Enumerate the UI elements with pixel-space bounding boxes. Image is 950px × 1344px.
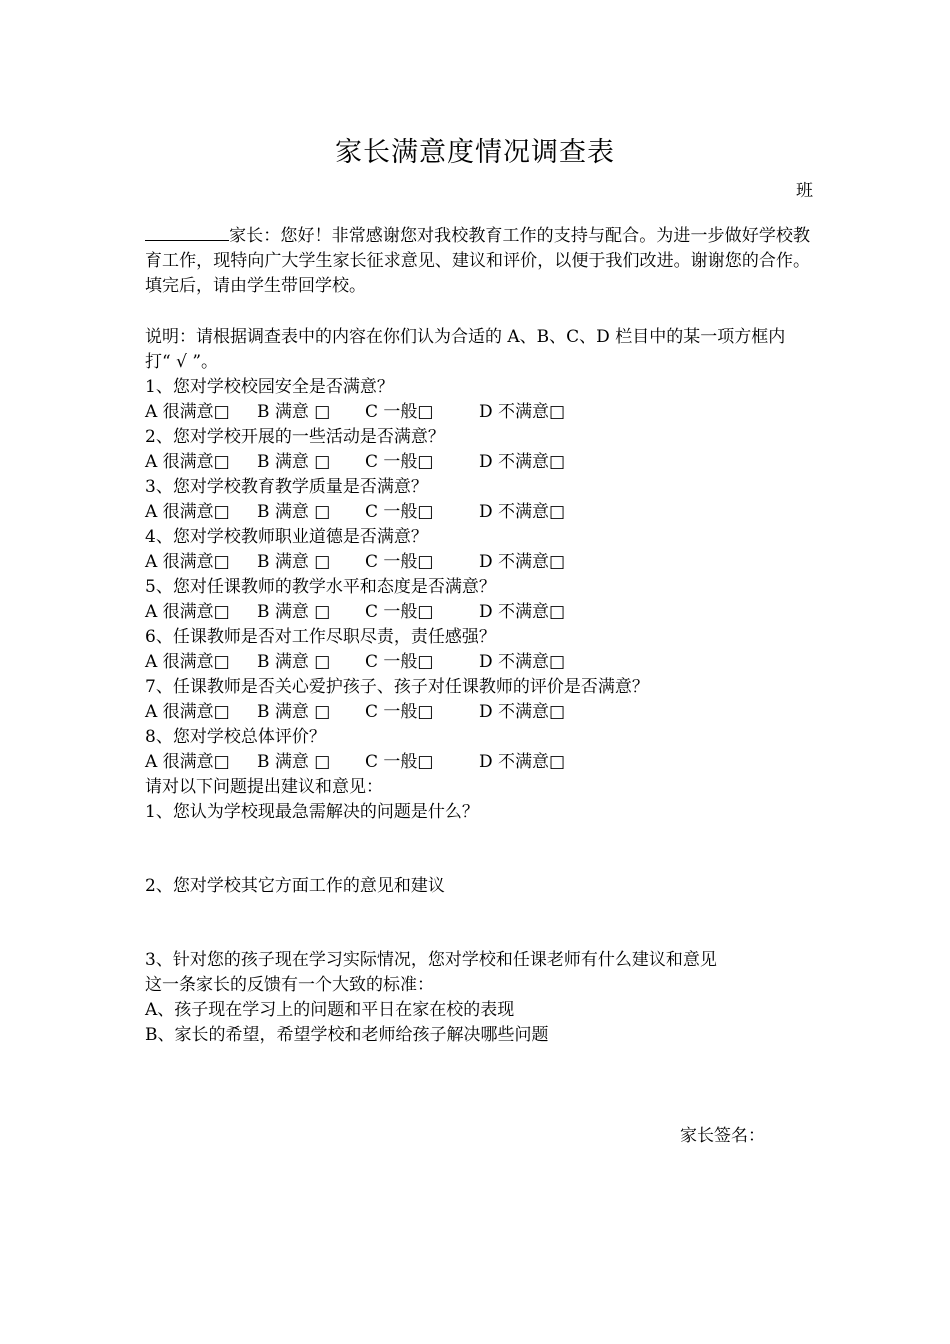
survey-question: 7、任课教师是否关心爱护孩子、孩子对任课教师的评价是否满意？ (145, 677, 649, 697)
answer-options-row (145, 600, 810, 625)
answer-space[interactable] (145, 899, 810, 948)
questions-list (145, 375, 810, 775)
option-dissatisfied-checkbox[interactable]: D 不满意□ (479, 452, 566, 472)
answer-options-row (145, 500, 810, 525)
option-satisfied-checkbox[interactable]: B 满意 □ (257, 502, 331, 522)
option-satisfied-checkbox[interactable]: B 满意 □ (257, 552, 331, 572)
option-dissatisfied-checkbox[interactable]: D 不满意□ (479, 502, 566, 522)
option-average-checkbox[interactable]: C 一般□ (365, 402, 434, 422)
option-dissatisfied-checkbox[interactable]: D 不满意□ (479, 552, 566, 572)
option-satisfied-checkbox[interactable]: B 满意 □ (257, 452, 331, 472)
option-satisfied-checkbox[interactable]: B 满意 □ (257, 752, 331, 772)
survey-question: 8、您对学校总体评价？ (145, 727, 326, 747)
feedback-point: A、孩子现在学习上的问题和平日在家在校的表现 (145, 1000, 515, 1020)
suggestions-header: 请对以下问题提出建议和意见： (145, 777, 383, 797)
survey-content (145, 224, 810, 1048)
answer-options-row (145, 700, 810, 725)
survey-question: 6、任课教师是否对工作尽职尽责，责任感强？ (145, 627, 496, 647)
option-very-satisfied-checkbox[interactable]: A 很满意□ (145, 552, 230, 572)
option-dissatisfied-checkbox[interactable]: D 不满意□ (479, 402, 566, 422)
option-very-satisfied-checkbox[interactable]: A 很满意□ (145, 752, 230, 772)
option-average-checkbox[interactable]: C 一般□ (365, 602, 434, 622)
option-satisfied-checkbox[interactable]: B 满意 □ (257, 602, 331, 622)
option-average-checkbox[interactable]: C 一般□ (365, 652, 434, 672)
option-dissatisfied-checkbox[interactable]: D 不满意□ (479, 702, 566, 722)
signature-label: 家长签名： (680, 1126, 765, 1146)
greeting-text: 家长：您好！非常感谢您对我校教育工作的支持与配合。为进一步做好学校教育工作，现特向广大学生家长征求意见、建议和评价，以便于我们改进。谢谢您的合作。填完后，请由学生带回学校。 (145, 226, 810, 296)
option-average-checkbox[interactable]: C 一般□ (365, 702, 434, 722)
survey-question: 2、您对学校开展的一些活动是否满意？ (145, 427, 445, 447)
survey-question: 4、您对学校教师职业道德是否满意？ (145, 527, 428, 547)
survey-question: 3、您对学校教育教学质量是否满意？ (145, 477, 428, 497)
option-very-satisfied-checkbox[interactable]: A 很满意□ (145, 652, 230, 672)
survey-question: 1、您对学校校园安全是否满意？ (145, 377, 394, 397)
option-satisfied-checkbox[interactable]: B 满意 □ (257, 702, 331, 722)
option-average-checkbox[interactable]: C 一般□ (365, 452, 434, 472)
suggestion-question: 3、针对您的孩子现在学习实际情况，您对学校和任课老师有什么建议和意见 (145, 950, 717, 970)
option-average-checkbox[interactable]: C 一般□ (365, 502, 434, 522)
option-average-checkbox[interactable]: C 一般□ (365, 552, 434, 572)
feedback-point: B、家长的希望，希望学校和老师给孩子解决哪些问题 (145, 1025, 549, 1045)
option-very-satisfied-checkbox[interactable]: A 很满意□ (145, 402, 230, 422)
suggestion-question: 2、您对学校其它方面工作的意见和建议 (145, 876, 445, 896)
answer-options-row (145, 750, 810, 775)
answer-space[interactable] (145, 825, 810, 874)
option-average-checkbox[interactable]: C 一般□ (365, 752, 434, 772)
suggestion-question: 1、您认为学校现最急需解决的问题是什么？ (145, 802, 479, 822)
answer-options-row (145, 550, 810, 575)
option-very-satisfied-checkbox[interactable]: A 很满意□ (145, 602, 230, 622)
survey-question: 5、您对任课教师的教学水平和态度是否满意？ (145, 577, 496, 597)
greeting-paragraph (145, 224, 810, 299)
option-very-satisfied-checkbox[interactable]: A 很满意□ (145, 702, 230, 722)
option-dissatisfied-checkbox[interactable]: D 不满意□ (479, 752, 566, 772)
option-dissatisfied-checkbox[interactable]: D 不满意□ (479, 652, 566, 672)
page-title: 家长满意度情况调查表 (335, 137, 615, 168)
option-satisfied-checkbox[interactable]: B 满意 □ (257, 652, 331, 672)
option-very-satisfied-checkbox[interactable]: A 很满意□ (145, 502, 230, 522)
answer-options-row (145, 450, 810, 475)
answer-options-row (145, 400, 810, 425)
option-very-satisfied-checkbox[interactable]: A 很满意□ (145, 452, 230, 472)
answer-options-row (145, 650, 810, 675)
instructions: 说明：请根据调查表中的内容在你们认为合适的 A、B、C、D 栏目中的某一项方框内打“ √ ”。 (145, 327, 786, 372)
option-satisfied-checkbox[interactable]: B 满意 □ (257, 402, 331, 422)
class-label: 班 (796, 181, 813, 201)
parent-name-blank[interactable] (145, 224, 229, 241)
feedback-note: 这一条家长的反馈有一个大致的标准： (145, 975, 434, 995)
option-dissatisfied-checkbox[interactable]: D 不满意□ (479, 602, 566, 622)
